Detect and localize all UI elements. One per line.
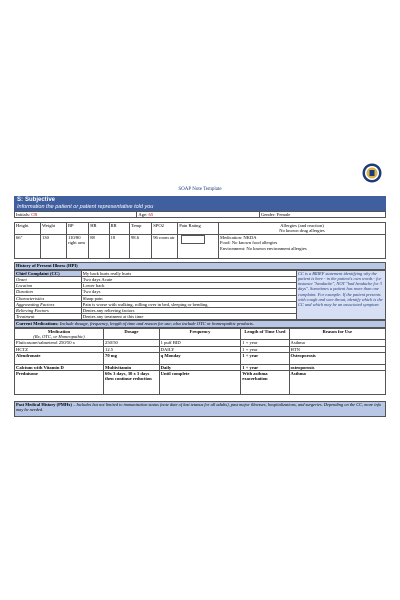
- med-row[interactable]: Calcium with Vitamin D Multivitamin Daily 1 + year osteoporosis: [15, 364, 386, 370]
- rr-value[interactable]: 18: [109, 235, 129, 259]
- medications-table: Medication (Rx, OTC, or Homeopathic) Dosage Frequency Length of Time Used Reason for Use Fluticasone/salmeterol 250/50 x 250/50 1 puff BID 1 + year Asthma HCTZ 12.5 DAILY 1 + year HTN Alendronate 70 mg q Monday 1 + year Osteoporosis Calcium with Vitamin D Multivitamin Daily 1 + year osteoporosis Prednisone 60x 3 days, 30 x 3 days then continue reduction Until complete With asthma exacerbation Asthma: [14, 328, 386, 395]
- section-title: Subjective: [25, 197, 56, 203]
- med-row[interactable]: HCTZ 12.5 DAILY 1 + year HTN: [15, 346, 386, 352]
- spo2-value[interactable]: 96 room air: [152, 235, 178, 259]
- height-value[interactable]: 66": [15, 235, 41, 259]
- allergies-header: Allergies (and reaction) No known drug allergies: [218, 223, 385, 235]
- duration-value[interactable]: Two days: [81, 289, 296, 295]
- initials-cell[interactable]: Initials: CR: [15, 212, 137, 218]
- seal-logo: [362, 163, 382, 183]
- aggravating-value[interactable]: Pain is worse with walking, rolling over in bed, sleeping or bending.: [81, 301, 296, 307]
- pmh-section[interactable]: [14, 401, 386, 417]
- chief-complaint-value[interactable]: My back hurts really hurts: [81, 270, 296, 276]
- subjective-banner: [14, 196, 386, 211]
- hr-value[interactable]: 88: [89, 235, 109, 259]
- temp-value[interactable]: 98.6: [129, 235, 151, 259]
- characteristics-value[interactable]: Sharp pain: [81, 295, 296, 301]
- section-subtitle: Information the patient or patient representative told you: [17, 204, 154, 210]
- document-title: SOAP Note Template: [178, 187, 222, 192]
- pain-rating-input[interactable]: [181, 235, 205, 244]
- location-value[interactable]: Lower back: [81, 283, 296, 289]
- med-row[interactable]: Prednisone 60x 3 days, 30 x 3 days then continue reduction Until complete With asthma exacerbation Asthma: [15, 371, 386, 395]
- patient-info-table: [14, 211, 386, 218]
- relieving-value[interactable]: Denies any relieving factors: [81, 308, 296, 314]
- hpi-table: Chief Complaint (CC) My back hurts really hurts CC is a BRIEF statement identifying why the patient is here - in the patient's own words - for instance "headache", NOT "bad headache for 3 days". Sometimes a patient has more than one complaint. For example: If the patient presents with cough and sore throat, identify which is the CC and which may be an associated symptom Onset Two days Acute Location Lower back Duration Two days Characteristics Sharp pain Aggravating Factors Pain is worse with walking, rolling over in bed, sleeping or bending. Relieving Factors Denies any relieving factors Treatment Denies any treatment at this time: [14, 270, 386, 321]
- initials-value: CR: [31, 212, 38, 217]
- med-row[interactable]: Fluticasone/salmeterol 250/50 x 250/50 1 puff BID 1 + year Asthma: [15, 340, 386, 346]
- med-row[interactable]: Alendronate 70 mg q Monday 1 + year Osteoporosis: [15, 352, 386, 364]
- cc-note: CC is a BRIEF statement identifying why the patient is here - in the patient's own words - for instance "headache", NOT "bad headache for 3 days". Sometimes a patient has more than one complaint. For example: If the patient presents with cough and sore throat, identify which is the CC and which may be an associated symptom: [296, 270, 385, 320]
- hpi-section-header: History of Present Illness (HPI): [14, 262, 386, 270]
- age-cell[interactable]: Age: 65: [137, 212, 259, 218]
- pmh-title: Past Medical History (PMHx): [16, 402, 72, 408]
- section-letter: S:: [17, 197, 23, 203]
- treatment-value[interactable]: Denies any treatment at this time: [81, 314, 296, 320]
- gender-value: Female: [276, 212, 291, 217]
- pain-rating-cell[interactable]: [178, 235, 219, 259]
- vitals-table: Height Weight BP HR RR Temp SPO2 Pain Rating Allergies (and reaction) No known drug allergies 66" 130 110/80 right arm 88 18 98.6 96 room air Medication: NKDA Food: No known food allergies Environment: No known environment allergies: [14, 222, 386, 259]
- medications-section-header: Current Medications: Include dosage, frequency, length of time and reason for use; also include OTC or homeopathic products.: [14, 320, 386, 328]
- weight-value[interactable]: 130: [40, 235, 66, 259]
- onset-value[interactable]: Two days Acute: [81, 277, 296, 283]
- soap-form: [14, 196, 386, 417]
- bp-value[interactable]: 110/80 right arm: [66, 235, 88, 259]
- allergies-cell[interactable]: Medication: NKDA Food: No known food allergies Environment: No known environment allergies: [218, 235, 385, 259]
- gender-cell[interactable]: Gender: Female: [259, 212, 385, 218]
- age-value: 65: [148, 212, 154, 217]
- pmh-description: – Includes but not limited to immunization status (note date of last tetanus for all adults), past major illnesses, hospitalizations, and surgeries. Depending on the CC, more info may be needed.: [16, 402, 382, 413]
